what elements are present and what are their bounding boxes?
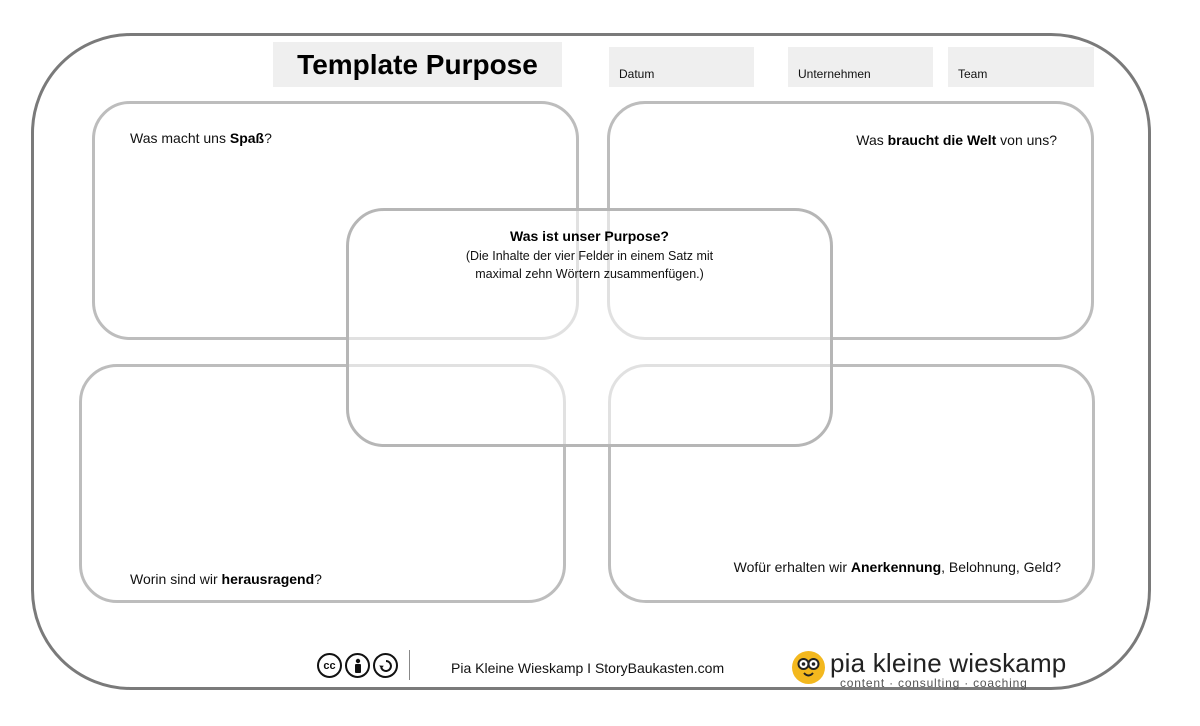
quadrant-excellence-label: Worin sind wir herausragend? [130, 571, 322, 587]
logo-tagline: content · consulting · coaching [840, 676, 1028, 690]
title-box [273, 42, 562, 87]
unternehmen-field[interactable]: Unternehmen [788, 47, 933, 87]
owl-logo-icon [792, 651, 825, 684]
footer-divider [409, 650, 410, 680]
quadrant-recognition-label: Wofür erhalten wir Anerkennung, Belohnung, Geld? [733, 559, 1061, 575]
logo-name: pia kleine wieskamp [830, 648, 1067, 678]
page-title: Template Purpose [297, 48, 538, 80]
purpose-title: Was ist unser Purpose? [510, 228, 669, 244]
sa-share-alike-icon [373, 653, 398, 678]
by-person-icon [345, 653, 370, 678]
team-field[interactable]: Team [948, 47, 1094, 87]
cc-icon: cc [317, 653, 342, 678]
license-icons [317, 653, 398, 678]
footer-credit: Pia Kleine Wieskamp I StoryBaukasten.com [451, 660, 725, 676]
purpose-center-box[interactable] [346, 208, 833, 447]
datum-field[interactable]: Datum [609, 47, 754, 87]
quadrant-fun-label: Was macht uns Spaß? [130, 130, 272, 146]
purpose-instructions: (Die Inhalte der vier Felder in einem Satz mit maximal zehn Wörtern zusammenfügen.) [465, 249, 714, 281]
quadrant-world-needs-label: Was braucht die Welt von uns? [856, 132, 1057, 148]
